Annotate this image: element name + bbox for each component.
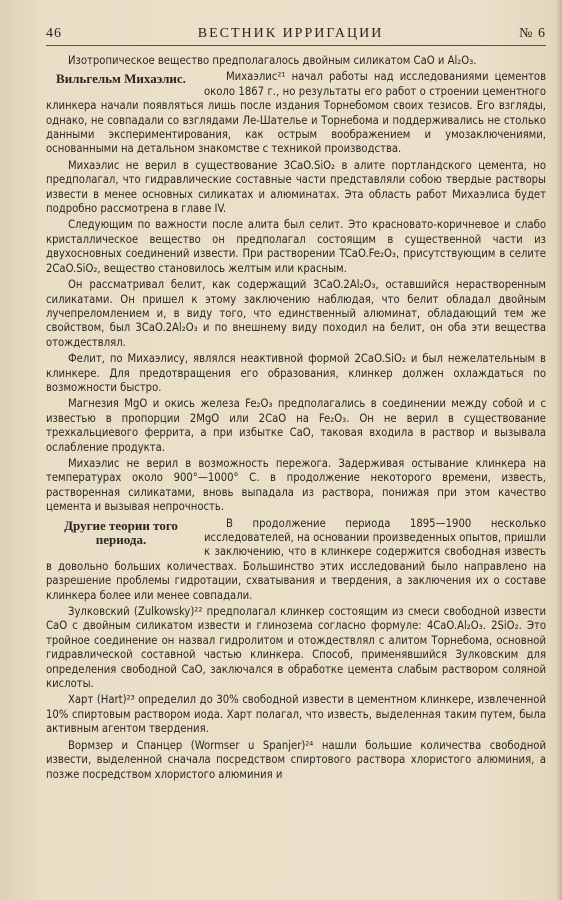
paragraph: Харт (Hart)²³ определил до 30% свободной извести в цементном клинкере, извлеченной 10% спиртовым раствором иода. Харт полагал, что известь, выделенная таким путем, была активным агентом твердения. <box>46 693 546 736</box>
paragraph: Михаэлис не верил в возможность пережога. Задерживая остывание клинкера на температурах около 900°—1000° С. в продолжение некоторого времени, известь, растворенная силикатами, вновь выпадала из раствора, понижая при этом качество цемента и вызывая непрочность. <box>46 456 546 514</box>
paragraph: Изотропическое вещество предполагалось двойным силикатом CaO и Al₂O₃. <box>68 54 477 67</box>
paragraph: Магнезия MgO и окись железа Fe₂O₃ предполагались в соединении между собой и с известью в пропорции 2MgO или 2CaO на Fe₂O₃. Он не верил в существование трехкальциевого феррита, а при избытке CaO, таковая входила в раствор и вызывала ослабление продукта. <box>46 397 546 454</box>
page-edge-shadow <box>556 0 562 900</box>
sidenote-other-theories: Другие теории того периода. <box>64 517 178 547</box>
paragraph: Фелит, по Михаэлису, являлся неактивной формой 2CaO.SiO₂ и был нежелательным в клинкере. Для предотвращения его образования, клинкер должен охлаждаться по возможности быстро. <box>46 352 546 394</box>
paragraph: В продолжение периода 1895—1900 несколько исследователей, на основании произведенных опытов, пришли к заключению, что в клинкере содержится свободная известь в довольно больших количествах. Большинство этих исследований было направлено на разрешение проблемы гидротации, схватывания и твердения, а заключения их о составе клинкера более или менее совпадали. <box>46 516 546 602</box>
running-header <box>46 26 546 46</box>
article-body <box>46 54 546 782</box>
paragraph: Михаэлис²¹ начал работы над исследованиями цементов около 1867 г., но результаты его работ о строении цементного клинкера начали появляться лишь после издания Торнебомом своих тезисов. Его взгляды, однако, не совпадали со взглядами Ле-Шателье и Торнебома и поддерживались не столько данными экспериментирования, как острым воображением и умозаключениями, основанными на детальном знакомстве с техникой производства. <box>46 70 546 156</box>
page-number: 46 <box>46 26 62 41</box>
issue-number: № 6 <box>519 26 546 41</box>
sidenote-michaelis: Вильгельм Михаэлис. <box>56 71 186 87</box>
paragraph: Михаэлис не верил в существование 3CaO.SiO₂ в алите портландского цемента, но предполагал, что гидравлические составные части представляли собою твердые растворы извести в менее основных силикатах и алюминатах. Эта область работ Михаэлиса будет подробно рассмотрена в главе IV. <box>46 158 546 216</box>
paragraph: Следующим по важности после алита был селит. Это красновато-коричневое и слабо кристаллическое вещество он предполагал состоящим в существенной части из двухосновных соединений извести. При растворении TCaO.Fe₂O₃, присутствующим в селите 2CaO.SiO₂, вещество становилось желтым или красным. <box>46 218 546 275</box>
paragraph: Вормзер и Спанцер (Wormser u Spanjer)²⁴ нашли большие количества свободной извести, выделенной сначала посредством спиртового раствора хлористого алюминия, а позже посредством хлористого алюминия и <box>46 738 546 781</box>
paragraph: Он рассматривал белит, как содержащий 3CaO.2Al₂O₃, оставшийся нерастворенным силикатами. Он пришел к этому заключению наблюдая, что белит обладал двойным лучепреломлением и, в виду того, что единственный алюминат, обладающий тем же свойством, был 3CaO.2Al₂O₃ и по внешнему виду походил на белит, он оба эти вещества отождествлял. <box>46 278 546 349</box>
journal-title: ВЕСТНИК ИРРИГАЦИИ <box>197 26 384 41</box>
paragraph: Зулковский (Zulkowsky)²² предполагал клинкер состоящим из смеси свободной извести CaO с двойным силикатом извести и глинозема согласно формуле: 4CaO.Al₂O₃. 2SiO₂. Это тройное соединение он назвал гидролитом и отождествлял с алитом Торнебома, основной гидравлической составной частью клинкера. Способ, применявшийся Зулковским для определения свободной CaO, заключался в обработке цемента слабым раствором соляной кислоты. <box>46 605 546 691</box>
